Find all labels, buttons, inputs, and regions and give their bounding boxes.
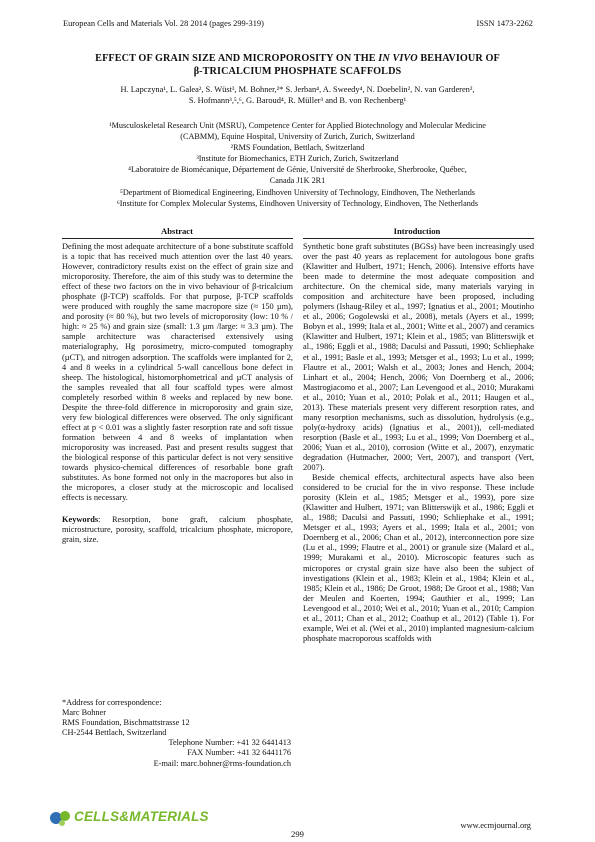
introduction-paragraph: Beside chemical effects, architectural aspects have also been considered to be crucial for the in vivo response. These include porosity (Klein et al., 1985; Metsger et al., 1993), pore size (Klawitter and Hulbert, 1971; van Blitterswijk et al., 1986; Eggli et al., 1988; Daculsi and Passuti, 1990; Schliephake et al., 1991; Metsger et al., 1993; Ayers et al., 1999; Itala et al., 2001; von Doernberg et al., 2006; Chan et al., 2012), interconnection pore size (Lu et al., 1999; Flautre et al., 2001) or granule size (Malard et al., 1999; Murakami et al., 2010). Microscopic features such as micropores or crystal grain size have also been the subject of investigations (Klein et al., 1983; Klein et al., 1984; Klein et al., 1985; Klein et al., 1986; De Groot, 1988; De Groot et al., 1988; Van der Meulen and Koerten, 1994; Gauthier et al., 1999; Lan Levengood et al., 2010; Wei et al., 2010; Yuan et al., 2010; Campion et al., 2011; Chan et al., 2012; Coathup et al., 2012) (Table 1). For example, Wei et al. (Wei et al., 2010) implanted magnesium-calcium phosphate macroporous scaffolds with bbox=[303, 473, 534, 643]
correspondence-block bbox=[62, 698, 291, 769]
abstract-text: Defining the most adequate architecture of a bone substitute scaffold is a topic that has received much attention over the last 40 years. However, contradictory results exist on the effect of grain size and microporosity. Therefore, the aim of this study was to determine the effect of these two factors on the in vivo behaviour of β-tricalcium phosphate (β-TCP) scaffolds. For that purpose, β-TCP scaffolds were produced with roughly the same macropore size (≈ 150 µm), and porosity (≈ 80 %), but two levels of microporosity (low: 10 % / high: ≈ 25 %) and grain size (small: 1.3 µm /large: ≈ 3.3 µm). The sample architecture was characterised extensively using materialography, Hg porosimetry, micro-computed tomography (µCT), and nitrogen adsorption. The scaffolds were implanted for 2, 4 and 8 weeks in a cylindrical 5-wall cancellous bone defect in sheep. The histological, histomorphometrical and µCT analysis of the samples revealed that all four scaffold types were almost completely resorbed within 8 weeks and replaced by new bone. Despite the three-fold difference in microporosity and grain size, very few biological differences were observed. The only significant effect at p < 0.01 was a slightly faster resorption rate and soft tissue formation between 4 and 8 weeks of implantation when microporosity was increased. Past and present results suggest that the biological response of this particular defect is not very sensitive towards physico-chemical differences of resorbable bone graft substitutes. As bone formed not only in the macropores but also in the micropores, a closer study at the microscopic and localised effects is necessary. bbox=[62, 242, 293, 503]
affiliation-line: ⁶Institute for Complex Molecular Systems, Eindhoven University of Technology, Eindhoven, The Netherlands bbox=[116, 198, 479, 208]
keywords-list: : Resorption, bone graft, calcium phosphate, microstructure, porosity, scaffold, tricalcium phosphate, micropore, grain, size. bbox=[62, 515, 293, 545]
introduction-paragraph: Synthetic bone graft substitutes (BGSs) have been increasingly used over the past 40 years as replacement for autologous bone grafts (Klawitter and Hulbert, 1971; Hench, 2006). Intensive efforts have been made to determine the most adequate composition and architecture. On the chemical side, many materials varying in composition and architecture have been proposed, including polymers (Ishaug-Riley et al., 1997; Ignatius et al., 2001; Moutinho et al., 2006; Gogolewski et al., 2008), metals (Ayers et al., 1999; Bobyn et al., 1999; Itala et al., 2001; Witte et al., 2007) and ceramics (Klawitter and Hulbert, 1971; Klein et al., 1985; van Blitterswijk et al., 1986; Eggli et al., 1988; Daculsi and Passuti, 1990; Schliephake et al., 1991; Basle et al., 1993; Metsger et al., 1993; Lu et al., 1999; Flautre et al., 2001; Walsh et al., 2003; Jones and Hench, 2004; Linhart et al., 2004; Hench, 2006; Von Doernberg et al., 2006; Mastrogiacomo et al., 2007; Lan Levengood et al., 2010; Murakami et al., 2010; Yuan et al., 2010; Polak et al., 2011; Haugen et al., 2013). These materials present very different resorption rates, and many resorption mechanisms, such as dissolution, hydrolysis (e.g., poly(α-hydroxy acids) (Ignatius et al., 2001)), cell-mediated resorption (Basle et al., 1993; Lu et al., 1999; Von Doernberg et al., 2006; Yuan et al., 2010), corrosion (Witte et al., 2007), enzymatic degradation (Hutmacher, 2000; Vert, 2007), and transport (Vert, 2007). bbox=[303, 242, 534, 473]
correspondence-fax: FAX Number: +41 32 6441176 bbox=[187, 748, 291, 758]
affiliation-line: ³Institute for Biomechanics, ETH Zurich, Zurich, Switzerland bbox=[196, 154, 399, 164]
affiliation-line: (CABMM), Equine Hospital, University of Zurich, Zurich, Switzerland bbox=[180, 132, 415, 142]
keywords bbox=[62, 515, 293, 545]
correspondence-org: RMS Foundation, Bischmattstrasse 12 bbox=[62, 718, 190, 728]
issn-header: ISSN 1473-2262 bbox=[476, 19, 533, 28]
paper-title bbox=[50, 52, 545, 78]
affiliation-list bbox=[60, 120, 535, 209]
abstract-rule bbox=[62, 238, 293, 239]
title-line2: β-TRICALCIUM PHOSPHATE SCAFFOLDS bbox=[193, 66, 402, 77]
abstract-column bbox=[62, 242, 293, 545]
cells-logo-icon bbox=[48, 808, 74, 828]
journal-header: European Cells and Materials Vol. 28 2014 (pages 299-319) bbox=[63, 19, 264, 28]
author-list bbox=[60, 84, 535, 106]
introduction-heading: Introduction bbox=[393, 226, 441, 236]
affiliation-line: ⁵Department of Biomedical Engineering, Eindhoven University of Technology, Eindhoven, The Netherlands bbox=[119, 187, 475, 197]
journal-logo bbox=[48, 808, 209, 828]
correspondence-city: CH-2544 Bettlach, Switzerland bbox=[62, 728, 167, 738]
author-line: S. Hofmann³,⁵,⁶, G. Baroud⁴, R. Müller³ and B. von Rechenberg¹ bbox=[188, 96, 407, 106]
page-number: 299 bbox=[291, 829, 304, 839]
affiliation-line: ¹Musculoskeletal Research Unit (MSRU), Competence Center for Applied Biotechnology and Molecular Medicine bbox=[109, 121, 486, 130]
affiliation-line: ²RMS Foundation, Bettlach, Switzerland bbox=[230, 143, 365, 153]
abstract-heading: Abstract bbox=[161, 226, 193, 236]
introduction-column bbox=[303, 242, 534, 644]
affiliation-line: Canada J1K 2R1 bbox=[269, 176, 326, 186]
correspondence-phone: Telephone Number: +41 32 6441413 bbox=[168, 738, 291, 748]
author-line: H. Lapczyna¹, L. Galea², S. Wüst³, M. Bohner,²* S. Jerban⁴, A. Sweedy⁴, N. Doebelin², N. van Garderen², bbox=[120, 85, 475, 94]
correspondence-name: Marc Bohner bbox=[62, 708, 107, 718]
title-in-vivo: IN VIVO bbox=[378, 53, 418, 64]
introduction-rule bbox=[303, 238, 534, 239]
logo-text: CELLS&MATERIALS bbox=[74, 809, 209, 824]
correspondence-email[interactable]: E-mail: marc.bohner@rms-foundation.ch bbox=[153, 758, 291, 768]
keywords-label: Keywords bbox=[62, 515, 99, 525]
correspondence-heading: *Address for correspondence: bbox=[62, 698, 162, 707]
title-line1-pre: EFFECT OF GRAIN SIZE AND MICROPOROSITY ON THE bbox=[95, 53, 379, 64]
affiliation-line: ⁴Laboratoire de Biomécanique, Département de Génie, Université de Sherbrooke, Sherbrooke, Québec, bbox=[128, 165, 467, 175]
journal-website-link[interactable]: www.ecmjournal.org bbox=[460, 821, 531, 830]
title-line1-post: BEHAVIOUR OF bbox=[417, 53, 500, 64]
